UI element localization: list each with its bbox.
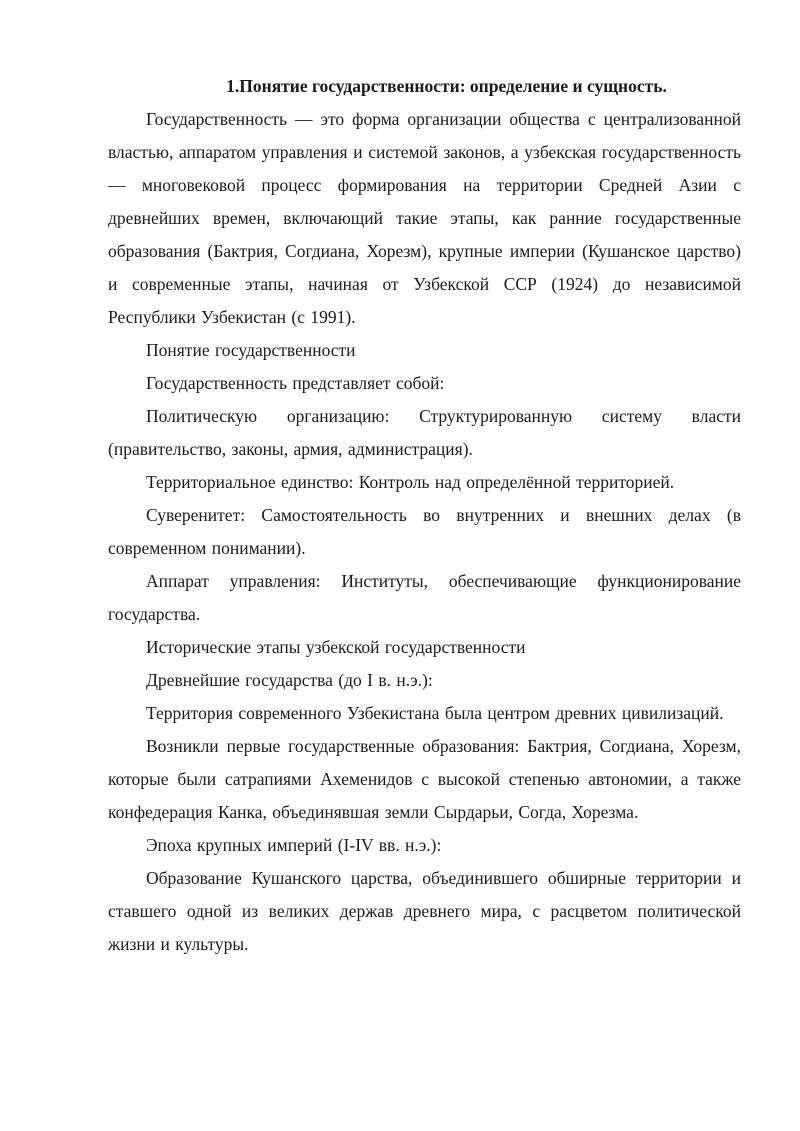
paragraph: Политическую организацию: Структурированную систему власти (правительство, законы, армия, администрация).	[108, 406, 741, 459]
paragraph: Территориальное единство: Контроль над определённой территорией.	[146, 472, 675, 492]
paragraph: Возникли первые государственные образования: Бактрия, Согдиана, Хорезм, которые были сатрапиями Ахеменидов с высокой степенью автономии, а также конфедерация Канка, объединявшая земли Сырдарьи, Согда, Хорезма.	[108, 736, 741, 822]
paragraph: Понятие государственности	[146, 340, 356, 360]
paragraph: Территория современного Узбекистана была центром древних цивилизаций.	[146, 703, 724, 723]
paragraph: Эпоха крупных империй (I-IV вв. н.э.):	[146, 835, 442, 855]
paragraph: Аппарат управления: Институты, обеспечивающие функционирование государства.	[108, 571, 741, 624]
paragraph: Образование Кушанского царства, объединившего обширные территории и ставшего одной из великих держав древнего мира, с расцветом политической жизни и культуры.	[108, 868, 741, 954]
paragraph: Суверенитет: Самостоятельность во внутренних и внешних делах (в современном понимании).	[108, 505, 741, 558]
document-title: 1.Понятие государственности: определение и сущность.	[226, 76, 667, 96]
paragraph: Государственность представляет собой:	[146, 373, 445, 393]
paragraph: Древнейшие государства (до I в. н.э.):	[146, 670, 433, 690]
paragraph: Государственность — это форма организации общества с централизованной властью, аппаратом управления и системой законов, а узбекская государственность — многовековой процесс формирования на территории Средней Азии с древнейших времен, включающий такие этапы, как ранние государственные образования (Бактрия, Согдиана, Хорезм), крупные империи (Кушанское царство) и современные этапы, начиная от Узбекской ССР (1924) до независимой Республики Узбекистан (с 1991).	[108, 109, 741, 327]
paragraph: Исторические этапы узбекской государственности	[146, 637, 526, 657]
